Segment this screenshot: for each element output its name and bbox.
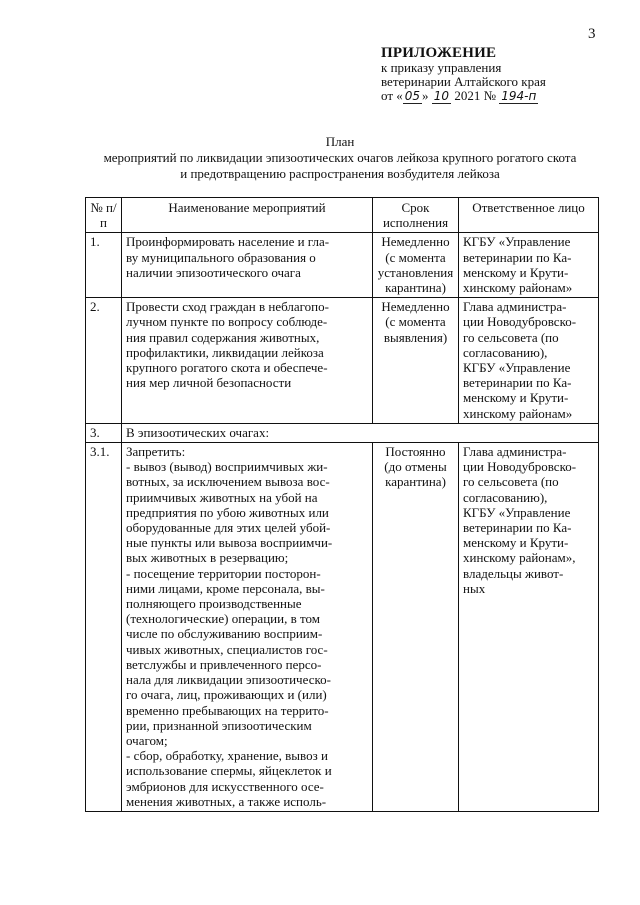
term-line: карантина) (385, 474, 446, 490)
task-line: го очага, лиц, проживающих и (или) (126, 687, 327, 703)
date-year: 2021 № (454, 88, 496, 103)
term-line: Немедленно (381, 299, 450, 315)
appendix-line-2: ветеринарии Алтайского края (381, 74, 546, 89)
task-line: ния мер личной безопасности (126, 375, 292, 391)
responsible-line: ветеринарии по Ка- (463, 249, 572, 265)
row-number: 1. (86, 233, 122, 298)
task-line: предприятия по убою животных или (126, 504, 329, 520)
task-line: оборудованные для этих целей убой- (126, 520, 331, 536)
responsible-line: согласованию), (463, 344, 548, 360)
term-line: (с момента (385, 314, 446, 330)
date-day: 05 (404, 89, 421, 103)
term-line: карантина) (385, 280, 446, 296)
task-line: ния правил содержания животных, (126, 329, 320, 345)
task-line: нала для ликвидации эпизоотическо- (126, 672, 331, 688)
title-line-1: мероприятий по ликвидации эпизоотических очагов лейкоза крупного рогатого скота (103, 150, 577, 165)
term-line: (до отмены (384, 459, 447, 475)
responsible-line: владельцы живот- (463, 565, 564, 581)
responsible-line: КГБУ «Управление (463, 360, 571, 376)
task-line: временно пребывающих на террито- (126, 702, 329, 718)
responsible-line: Глава администра- (463, 444, 567, 460)
date-month: 10 (433, 89, 450, 103)
table-row (86, 443, 599, 812)
responsible-line: менскому и Крути- (463, 264, 569, 280)
measures-table (85, 197, 599, 812)
responsible-line: ции Новодубровско- (463, 314, 577, 330)
task-line: вых животных в резервацию; (126, 550, 289, 566)
responsible-line: КГБУ «Управление (463, 504, 571, 520)
cell-term (373, 298, 459, 424)
task-line: Проинформировать население и гла- (126, 234, 330, 250)
task-line: Запретить: (126, 444, 186, 460)
task-line: приимчивых животных на убой на (126, 489, 318, 505)
row-number: 3. (86, 423, 122, 442)
responsible-line: ветеринарии по Ка- (463, 375, 572, 391)
page-number: 3 (588, 26, 596, 42)
task-line: вотных, за исключением вывоза вос- (126, 474, 330, 490)
responsible-line: хинскому районам», (463, 550, 576, 566)
responsible-line: хинскому районам» (463, 405, 573, 421)
task-line: очагом; (126, 732, 168, 748)
task-line: ветслужбы и привлеченного персо- (126, 656, 322, 672)
table-row (86, 233, 599, 298)
task-line: ные пункты или вывоза восприимчи- (126, 535, 333, 551)
date-prefix: от « (381, 88, 403, 103)
cell-responsible (459, 233, 599, 298)
responsible-line: менскому и Крути- (463, 390, 569, 406)
task-line: менения животных, а также исполь- (126, 793, 327, 809)
term-line: установления (377, 264, 454, 280)
task-line: - сбор, обработку, хранение, вывоз и (126, 748, 328, 764)
cell-task (122, 233, 373, 298)
term-line: Постоянно (385, 444, 446, 460)
date-mid: » (422, 88, 429, 103)
responsible-line: ции Новодубровско- (463, 459, 577, 475)
task-line: ву муниципального образования о (126, 249, 316, 265)
task-line: (технологические) операции, в том (126, 611, 320, 627)
header-term: Срок исполнения (373, 198, 459, 233)
header-num: № п/п (86, 198, 122, 233)
responsible-line: менскому и Крути- (463, 535, 569, 551)
task-line: наличии эпизоотического очага (126, 264, 301, 280)
responsible-line: го сельсовета (по (463, 474, 559, 490)
row-number: 2. (86, 298, 122, 424)
task-line: - вывоз (вывод) восприимчивых жи- (126, 459, 328, 475)
task-line: числе по обслуживанию восприим- (126, 626, 323, 642)
row-number: 3.1. (86, 443, 122, 812)
term-line: выявления) (383, 329, 448, 345)
task-line: - посещение территории посторон- (126, 565, 321, 581)
cell-responsible (459, 298, 599, 424)
responsible-line: согласованию), (463, 489, 548, 505)
task-line: чивых животных, специалистов гос- (126, 641, 328, 657)
cell-term (373, 233, 459, 298)
task-line: использование спермы, яйцеклеток и (126, 763, 332, 779)
task-line: рии, признанной эпизоотическим (126, 717, 312, 733)
appendix-stamp (381, 45, 611, 103)
table-header-row (86, 198, 599, 233)
order-number: 194-п (501, 89, 537, 103)
header-responsible: Ответственное лицо (459, 198, 599, 233)
cell-task (122, 298, 373, 424)
term-line: Немедленно (381, 234, 450, 250)
appendix-date-line (381, 89, 611, 103)
task-line: лучном пункте по вопросу соблюде- (126, 314, 328, 330)
cell-responsible (459, 443, 599, 812)
table-row (86, 423, 599, 442)
table-row (86, 298, 599, 424)
responsible-line: ных (463, 580, 486, 596)
term-line: (с момента (385, 249, 446, 265)
task-line: ними лицами, кроме персонала, вы- (126, 580, 325, 596)
task-line: крупного рогатого скота и обеспече- (126, 360, 328, 376)
cell-task (122, 443, 373, 812)
responsible-line: го сельсовета (по (463, 329, 559, 345)
responsible-line: Глава администра- (463, 299, 567, 315)
task-line: полняющего производственные (126, 596, 302, 612)
document-title (60, 134, 620, 182)
task-line: Провести сход граждан в неблагопо- (126, 299, 329, 315)
responsible-line: хинскому районам» (463, 280, 573, 296)
appendix-line-1: к приказу управления (381, 60, 502, 75)
responsible-line: КГБУ «Управление (463, 234, 571, 250)
title-word: План (325, 134, 355, 149)
section-heading: В эпизоотических очагах: (122, 423, 599, 442)
appendix-heading: ПРИЛОЖЕНИЕ (381, 45, 497, 61)
cell-term (373, 443, 459, 812)
responsible-line: ветеринарии по Ка- (463, 520, 572, 536)
header-task: Наименование мероприятий (122, 198, 373, 233)
task-line: профилактики, ликвидации лейкоза (126, 344, 324, 360)
title-line-2: и предотвращению распространения возбудителя лейкоза (180, 166, 500, 181)
task-line: эмбрионов для искусственного осе- (126, 778, 324, 794)
